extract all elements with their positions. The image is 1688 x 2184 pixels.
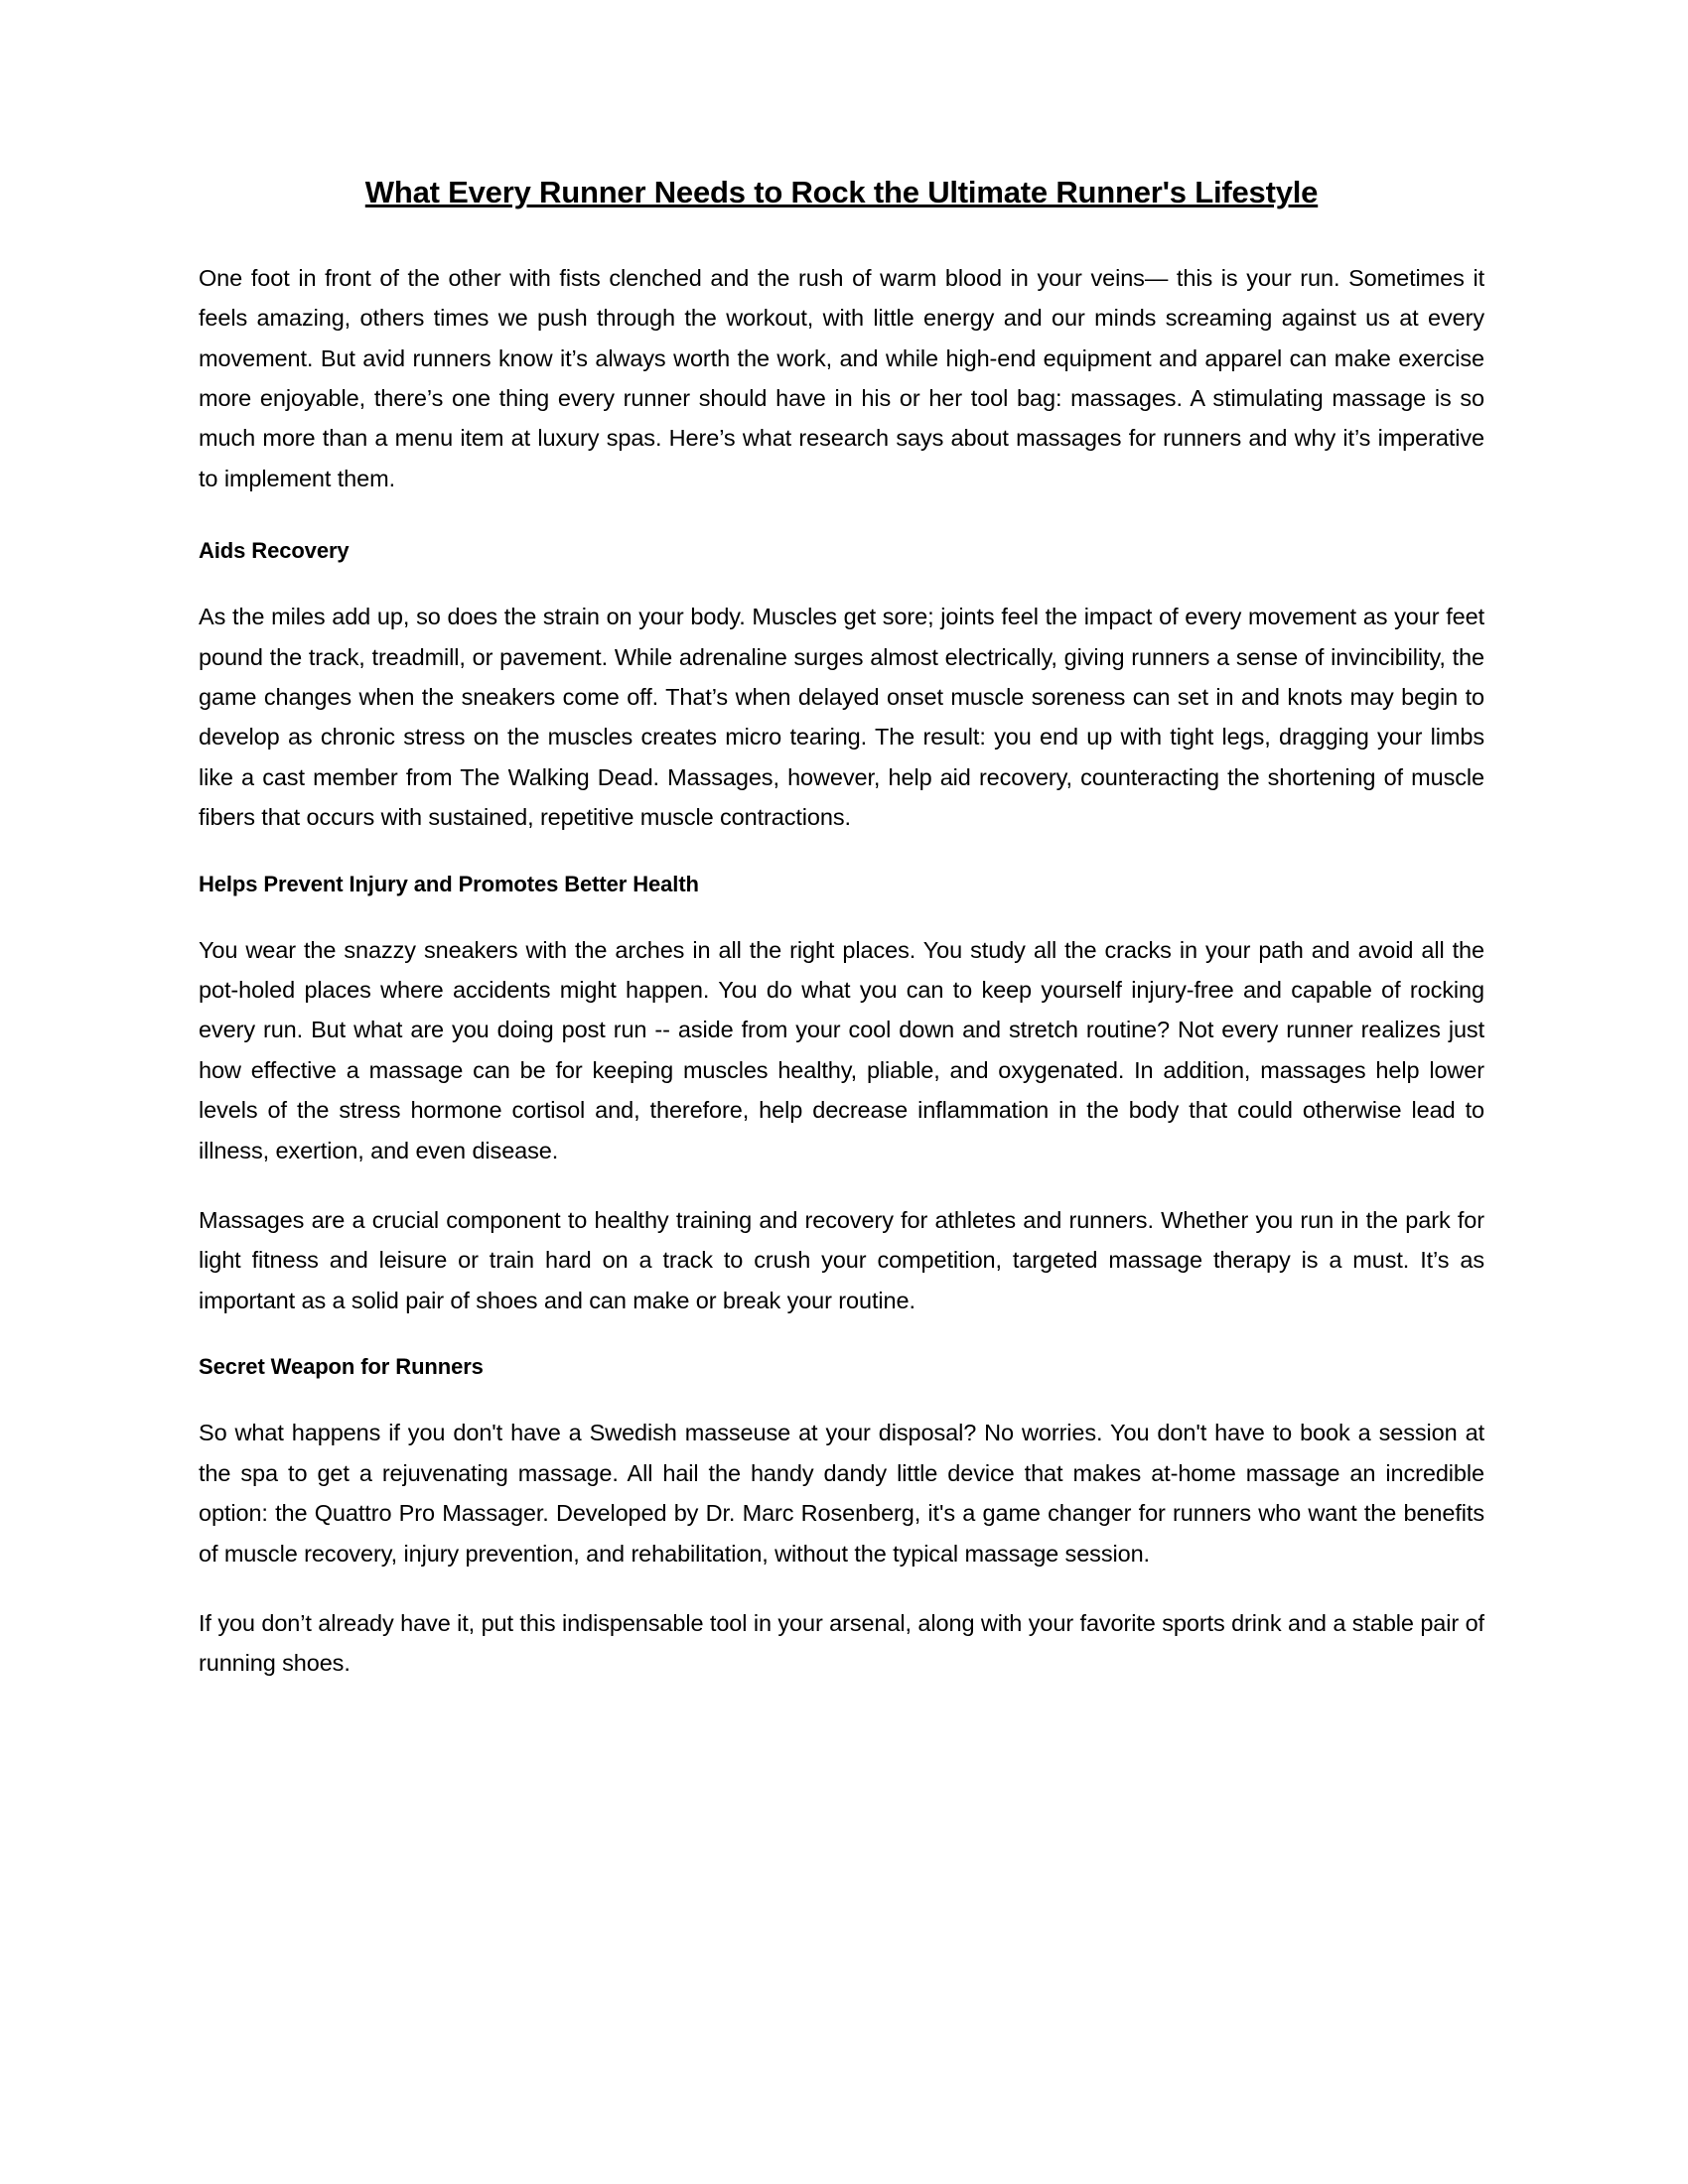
crucial-paragraph: Massages are a crucial component to healthy training and recovery for athletes and runners. Whether you run in the park for light fitness and leisure or train hard on a track to crush your competition, targeted massage therapy is a must. It’s as important as a solid pair of shoes and can make or break your routine. xyxy=(199,1207,1484,1313)
closing-paragraph: If you don’t already have it, put this indispensable tool in your arsenal, along with your favorite sports drink and a stable pair of running shoes. xyxy=(199,1609,1484,1677)
section-heading-secret-weapon: Secret Weapon for Runners xyxy=(199,1354,484,1380)
injury-paragraph: You wear the snazzy sneakers with the arches in all the right places. You study all the cracks in your path and avoid all the pot-holed places where accidents might happen. You do what you can to keep yourself injury-free and capable of rocking every run. But what are you doing post run -- aside from your cool down and stretch routine? Not every runner realizes just how effective a massage can be for keeping muscles healthy, pliable, and oxygenated. In addition, massages help lower levels of the stress hormone cortisol and, therefore, help decrease inflammation in the body that could otherwise lead to illness, exertion, and even disease. xyxy=(199,936,1484,1163)
page-title: What Every Runner Needs to Rock the Ultimate Runner's Lifestyle xyxy=(364,175,1319,209)
section-heading-prevent-injury: Helps Prevent Injury and Promotes Better Health xyxy=(199,871,699,896)
recovery-paragraph: As the miles add up, so does the strain on your body. Muscles get sore; joints feel the impact of every movement as your feet pound the track, treadmill, or pavement. While adrenaline surges almost electrically, giving runners a sense of invincibility, the game changes when the sneakers come off. That’s when delayed onset muscle soreness can set in and knots may begin to develop as chronic stress on the muscles creates micro tearing. The result: you end up with tight legs, dragging your limbs like a cast member from The Walking Dead. Massages, however, help aid recovery, counteracting the shortening of muscle fibers that occurs with sustained, repetitive muscle contractions. xyxy=(199,604,1484,831)
secret-weapon-paragraph: So what happens if you don't have a Swedish masseuse at your disposal? No worries. You don't have to book a session at the spa to get a rejuvenating massage. All hail the handy dandy little device that makes at-home massage an incredible option: the Quattro Pro Massager. Developed by Dr. Marc Rosenberg, it's a game changer for runners who want the benefits of muscle recovery, injury prevention, and rehabilitation, without the typical massage session. xyxy=(199,1420,1484,1567)
intro-paragraph: One foot in front of the other with fists clenched and the rush of warm blood in your veins— this is your run. Sometimes it feels amazing, others times we push through the workout, with little energy and our minds screaming against us at every movement. But avid runners know it’s always worth the work, and while high-end equipment and apparel can make exercise more enjoyable, there’s one thing every runner should have in his or her tool bag: massages. A stimulating massage is so much more than a menu item at luxury spas. Here’s what research says about massages for runners and why it’s imperative to implement them. xyxy=(199,264,1484,491)
section-heading-aids-recovery: Aids Recovery xyxy=(199,538,350,564)
